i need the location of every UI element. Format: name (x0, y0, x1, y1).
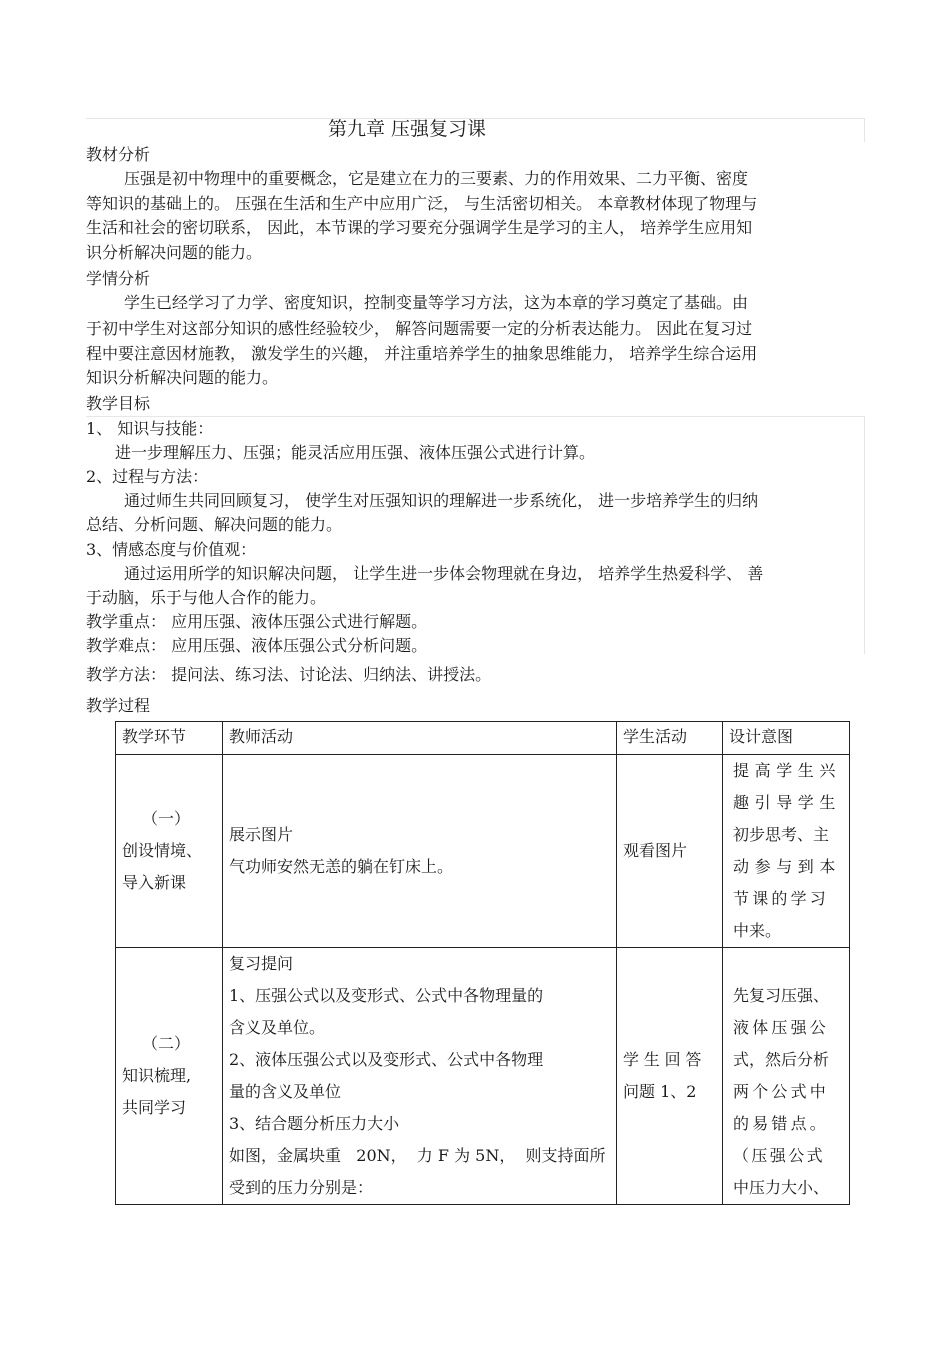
goal-process-title: 2、过程与方法： (86, 467, 209, 486)
section-heading-students: 学情分析 (86, 269, 151, 288)
header-student: 学生活动 (617, 722, 723, 755)
student-line: 观看图片 (623, 841, 688, 860)
student-line: 学生回答 (623, 1050, 707, 1069)
intent-line: 趣引导学生 (733, 793, 842, 812)
process-heading: 教学过程 (86, 696, 151, 715)
stage-line: 共同学习 (122, 1098, 187, 1117)
intent-line: 提高学生兴 (733, 761, 842, 780)
teacher-line: 3、结合题分析压力大小 (229, 1114, 400, 1133)
paragraph-line: 等知识的基础上的。 压强在生活和生产中应用广泛， 与生活密切相关。 本章教材体现了物理与 (86, 194, 758, 213)
stage-line: 创设情境、 (122, 841, 203, 860)
cell-student (617, 755, 723, 948)
stage-number: （二） (142, 1034, 191, 1053)
page-title: 第九章 压强复习课 (328, 118, 487, 140)
teacher-line: 1、压强公式以及变形式、公式中各物理量的 (229, 986, 544, 1005)
paragraph-line: 通过运用所学的知识解决问题， 让学生进一步体会物理就在身边， 培养学生热爱科学、 善 (124, 564, 764, 583)
stage-line: 导入新课 (122, 873, 187, 892)
intent-line: 式，然后分析 (733, 1050, 830, 1069)
paragraph-line: 生活和社会的密切联系， 因此，本节课的学习要充分强调学生是学习的主人， 培养学生应用知 (86, 218, 753, 237)
stage-number: （一） (142, 809, 191, 828)
cell-intent (723, 755, 850, 948)
teacher-line: 2、液体压强公式以及变形式、公式中各物理 (229, 1050, 544, 1069)
paragraph-line: 知识分析解决问题的能力。 (86, 368, 279, 387)
teacher-line: 含义及单位。 (229, 1018, 326, 1037)
stage-line: 知识梳理, (122, 1066, 192, 1085)
paragraph-line: 于动脑，乐于与他人合作的能力。 (86, 588, 327, 607)
guide-line-right-mid (864, 416, 865, 654)
goal-attitude-title: 3、情感态度与价值观： (86, 540, 257, 559)
intent-line: 初步思考、主 (733, 825, 830, 844)
paragraph-line: 识分析解决问题的能力。 (86, 243, 263, 262)
table-row (116, 948, 850, 1205)
teaching-method: 教学方法： 提问法、练习法、讨论法、归纳法、讲授法。 (86, 665, 492, 684)
intent-line: 动参与到本 (733, 857, 842, 876)
intent-line: 的易错点。 (733, 1114, 830, 1133)
guide-line-right-top (864, 118, 865, 142)
table-row (116, 755, 850, 948)
paragraph-line: 程中要注意因材施教， 激发学生的兴趣， 并注重培养学生的抽象思维能力， 培养学生综合运用 (86, 344, 758, 363)
intent-line: 节课的学习 (733, 889, 830, 908)
intent-line: 中压力大小、 (733, 1178, 830, 1197)
teaching-key-point: 教学重点： 应用压强、液体压强公式进行解题。 (86, 612, 428, 631)
teacher-line: 复习提问 (229, 954, 294, 973)
cell-stage (116, 948, 223, 1205)
process-table (115, 721, 850, 1205)
cell-teacher (223, 948, 617, 1205)
paragraph-line: 学生已经学习了力学、密度知识，控制变量等学习方法，这为本章的学习奠定了基础。由 (124, 293, 749, 312)
intent-line: 液体压强公 (733, 1018, 830, 1037)
paragraph-line: 于初中学生对这部分知识的感性经验较少， 解答问题需要一定的分析表达能力。 因此在复习过 (86, 319, 753, 338)
goal-knowledge-line: 进一步理解压力、压强；能灵活应用压强、液体压强公式进行计算。 (115, 443, 596, 462)
section-heading-textbook: 教材分析 (86, 145, 151, 164)
section-heading-goals: 教学目标 (86, 394, 151, 413)
cell-teacher (223, 755, 617, 948)
header-teacher: 教师活动 (223, 722, 617, 755)
goal-knowledge-title: 1、 知识与技能： (86, 419, 214, 438)
intent-line: 中来。 (733, 921, 782, 940)
teacher-line: 如图，金属块重 20N， 力 F 为 5N， 则支持面所 (229, 1146, 606, 1165)
cell-student (617, 948, 723, 1205)
header-stage: 教学环节 (116, 722, 223, 755)
paragraph-line: 总结、分析问题、解决问题的能力。 (86, 515, 343, 534)
teaching-difficulty: 教学难点： 应用压强、液体压强公式分析问题。 (86, 636, 428, 655)
header-intent: 设计意图 (723, 722, 850, 755)
intent-line: （压强公式 (733, 1146, 826, 1165)
student-line: 问题 1、2 (623, 1082, 697, 1101)
cell-intent (723, 948, 850, 1205)
teacher-line: 展示图片 (229, 825, 294, 844)
paragraph-line: 通过师生共同回顾复习， 使学生对压强知识的理解进一步系统化， 进一步培养学生的归纳 (124, 491, 759, 510)
teacher-line: 受到的压力分别是： (229, 1178, 374, 1197)
intent-line: 两个公式中 (733, 1082, 830, 1101)
paragraph-line: 压强是初中物理中的重要概念，它是建立在力的三要素、力的作用效果、二力平衡、密度 (124, 169, 749, 188)
table-header-row (116, 722, 850, 755)
cell-stage (116, 755, 223, 948)
intent-line: 先复习压强、 (733, 986, 830, 1005)
teacher-line: 量的含义及单位 (229, 1082, 342, 1101)
teacher-line: 气功师安然无恙的躺在钉床上。 (229, 857, 454, 876)
